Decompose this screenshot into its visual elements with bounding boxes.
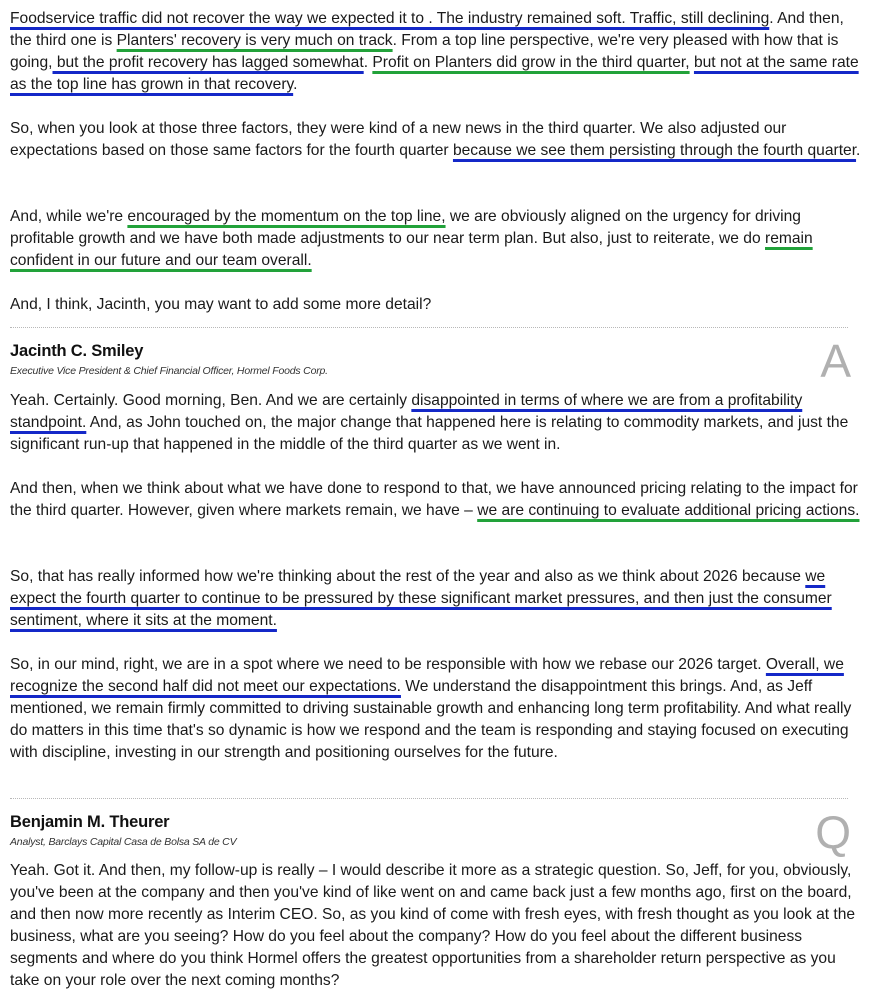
green-highlight: Profit on Planters did grow in the third quarter,	[372, 54, 690, 71]
blue-highlight: but the profit recovery has lagged somewhat	[52, 54, 364, 71]
paragraph	[10, 206, 865, 272]
text-run: . From a top line perspective, we're very pleased with how that is going,	[10, 32, 839, 71]
blue-highlight: Foodservice traffic did not recover the way we expected it to . The industry remained soft. Traffic, still declining	[10, 10, 770, 27]
text-run: .	[856, 142, 861, 159]
paragraph	[10, 566, 865, 632]
paragraph	[10, 390, 865, 456]
question-marker: Q	[815, 806, 851, 858]
blue-highlight: disappointed in terms of where we are from a profitability standpoint.	[10, 392, 803, 431]
speaker-title: Executive Vice President & Chief Financial Officer, Hormel Foods Corp.	[10, 365, 328, 377]
paragraph	[10, 294, 865, 316]
text-run: we are obviously aligned on the urgency for driving profitable growth and we have both made adjustments to our near term plan. But also, just to reiterate, we do	[10, 208, 801, 247]
paragraph	[10, 118, 865, 162]
green-highlight: Planters' recovery is very much on track	[116, 32, 393, 49]
blue-highlight: we expect the fourth quarter to continue to be pressured by these significant market pressures, and then just the consumer sentiment, where it sits at the moment.	[10, 568, 832, 629]
text-run: And, while we're	[10, 208, 128, 225]
speaker-name: Benjamin M. Theurer	[10, 813, 170, 831]
section-divider	[10, 798, 848, 799]
text-run: And then, when we think about what we have done to respond to that, we have announced pricing relating to the impact for the third quarter. However, given where markets remain, we have –	[10, 480, 858, 519]
paragraph	[10, 654, 865, 764]
text-run: So, in our mind, right, we are in a spot where we need to be responsible with how we rebase our 2026 target.	[10, 656, 766, 673]
text-run: .	[363, 54, 373, 71]
text-run: And, as John touched on, the major change that happened here is relating to commodity markets, and just the significant run-up that happened in the middle of the third quarter as we went in.	[10, 414, 849, 453]
text-run: And, I think, Jacinth, you may want to add some more detail?	[10, 296, 432, 313]
blue-highlight: Overall, we recognize the second half did not meet our expectations.	[10, 656, 844, 695]
text-run: We understand the disappointment this brings. And, as Jeff mentioned, we remain firmly committed to driving sustainable growth and enhancing long term profitability. And what really do matters in this time that's so dynamic is how we respond and the team is responding and staying focused on executing with discipline, investing in our strength and positioning ourselves for the future.	[10, 678, 852, 761]
text-run: So, that has really informed how we're thinking about the rest of the year and also as we think about 2026 because	[10, 568, 806, 585]
green-highlight: we are continuing to evaluate additional pricing actions.	[477, 502, 860, 519]
text-run: . And then, the third one is	[10, 10, 844, 49]
paragraph	[10, 860, 865, 992]
text-run: Yeah. Certainly. Good morning, Ben. And we are certainly	[10, 392, 412, 409]
speaker-name: Jacinth C. Smiley	[10, 342, 144, 360]
green-highlight: encouraged by the momentum on the top line,	[127, 208, 446, 225]
paragraph	[10, 478, 865, 522]
text-run: So, when you look at those three factors, they were kind of a new news in the third quarter. We also adjusted our expectations based on those same factors for the fourth quarter	[10, 120, 787, 159]
green-highlight: remain confident in our future and our team overall.	[10, 230, 813, 269]
answer-marker: A	[820, 335, 851, 387]
section-divider	[10, 327, 848, 328]
text-run: Yeah. Got it. And then, my follow-up is really – I would describe it more as a strategic question. So, Jeff, for you, obviously, you've been at the company and then you've kind of like went on and came back just a few months ago, first on the board, and then now more recently as Interim CEO. So, as you kind of come with fresh eyes, with fresh thought as you look at the business, what are you seeing? How do you feel about the company? How do you feel about the different business segments and where do you think Hormel offers the greatest opportunities from a shareholder return perspective as you take on your role over the next coming months?	[10, 862, 856, 989]
blue-highlight: because we see them persisting through the fourth quarter	[452, 142, 857, 159]
text-run: .	[293, 76, 298, 93]
blue-highlight: but not at the same rate as the top line has grown in that recovery	[10, 54, 859, 93]
speaker-title: Analyst, Barclays Capital Casa de Bolsa SA de CV	[10, 836, 237, 848]
paragraph	[10, 8, 865, 96]
